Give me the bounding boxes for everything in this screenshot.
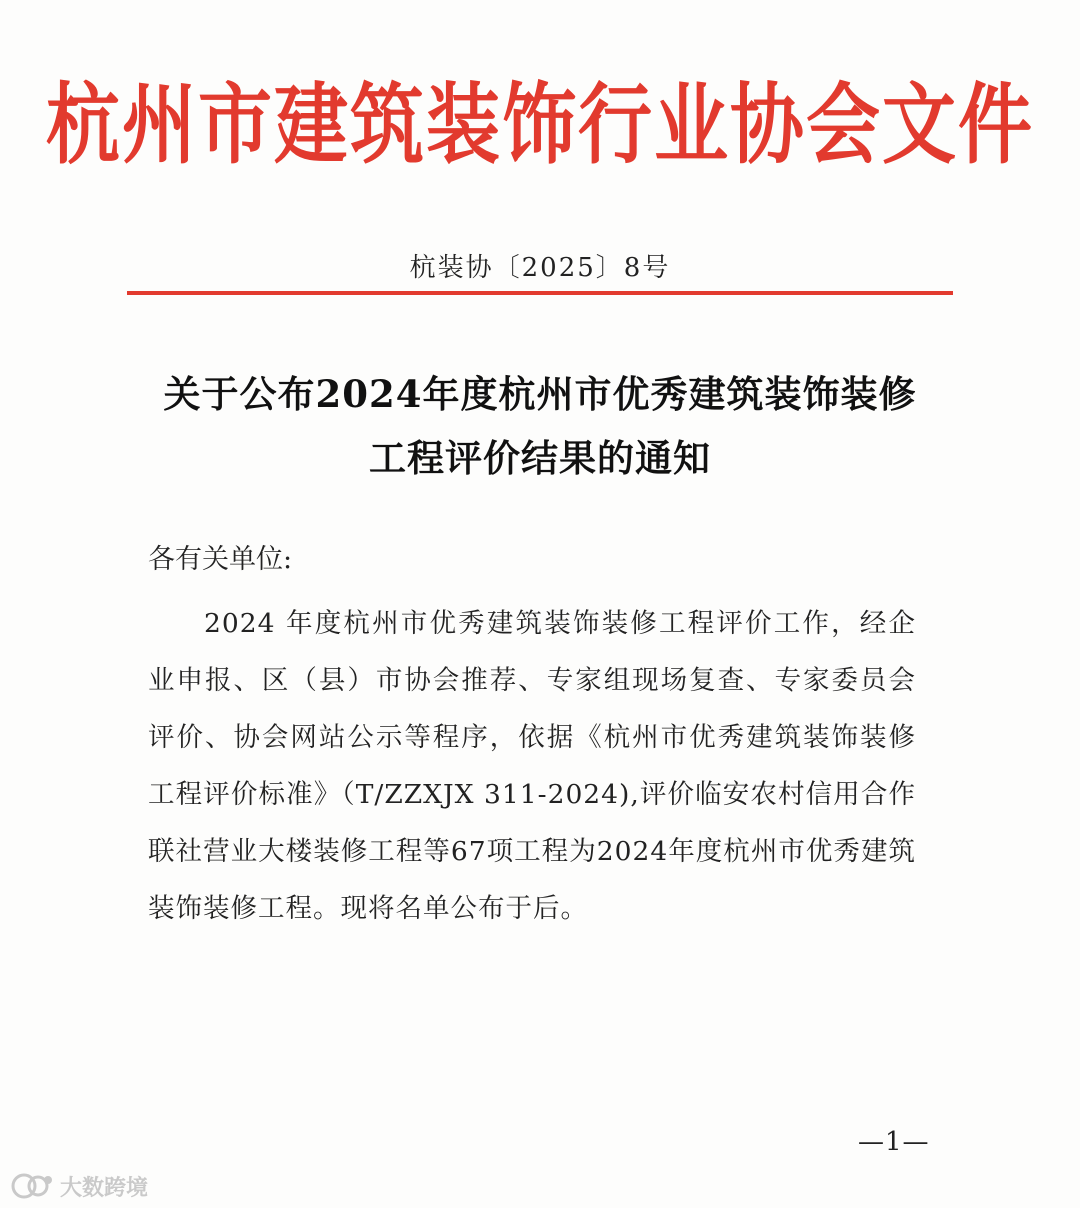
watermark-logo-icon [10, 1170, 54, 1202]
document-title [0, 362, 1080, 490]
watermark-text: 大数跨境 [60, 1175, 149, 1201]
page-number: —1— [858, 1127, 930, 1157]
watermark [10, 1170, 148, 1202]
body-paragraph-container [148, 595, 916, 937]
title-line-1: 关于公布2024年度杭州市优秀建筑装饰装修 [163, 372, 917, 416]
salutation: 各有关单位: [148, 544, 293, 575]
body-paragraph: 2024 年度杭州市优秀建筑装饰装修工程评价工作，经企业申报、区（县）市协会推荐、专家组现场复查、专家委员会评价、协会网站公示等程序，依据《杭州市优秀建筑装饰装修工程评价标准》（T/ZZXJX 311-2024),评价临安农村信用合作联社营业大楼装修工程等67项工程为2024年度杭州市优秀建筑装饰装修工程。现将名单公布于后。 [148, 608, 916, 924]
title-line-2: 工程评价结果的通知 [369, 436, 711, 480]
header-divider [127, 291, 953, 295]
organization-header: 杭州市建筑装饰行业协会文件 [46, 74, 1034, 177]
document-number: 杭装协〔2025〕8号 [409, 253, 671, 283]
